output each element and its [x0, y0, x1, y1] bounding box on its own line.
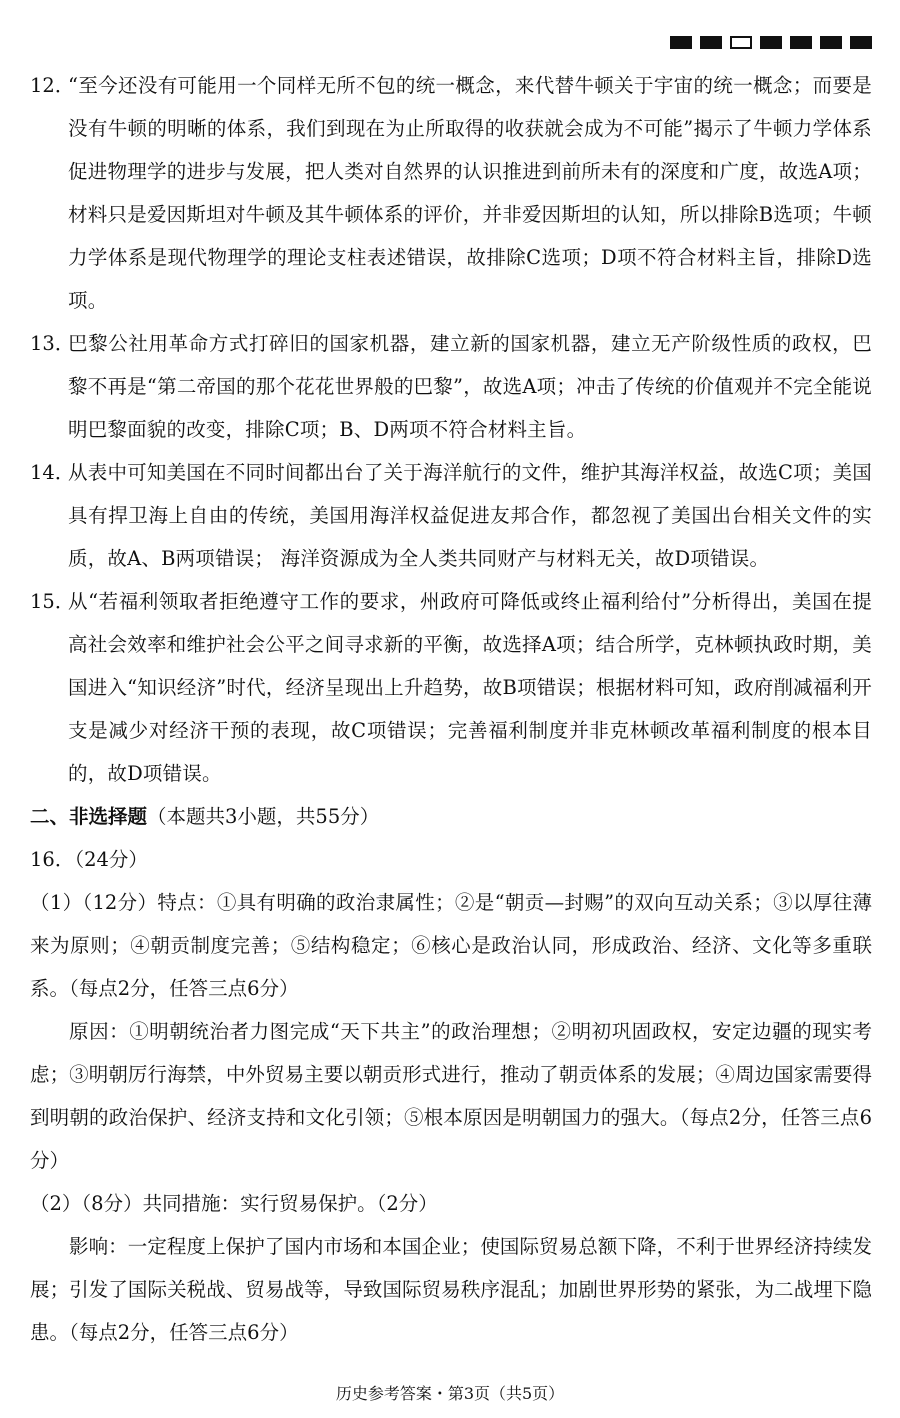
answer-text: 从表中可知美国在不同时间都出台了关于海洋航行的文件，维护其海洋权益，故选C项；美国具有捍卫海上自由的传统，美国用海洋权益促进友邦合作，都忽视了美国出台相关文件的实质，故A、B两项错误； 海洋资源成为全人类共同财产与材料无关，故D项错误。	[68, 461, 872, 570]
header-marks	[670, 36, 872, 49]
q16-heading: 16．（24分）	[30, 848, 148, 871]
section-note: （本题共3小题，共55分）	[147, 805, 380, 828]
answer-content	[30, 64, 872, 1354]
q16-part1-features: （1）（12分）特点：①具有明确的政治隶属性；②是“朝贡—封赐”的双向互动关系；③以厚往薄来为原则；④朝贡制度完善；⑤结构稳定；⑥核心是政治认同，形成政治、经济、文化等多重联系。（每点2分，任答三点6分）	[30, 891, 872, 1000]
page-footer: 历史参考答案・第3页（共5页）	[335, 1384, 565, 1403]
answer-14	[30, 451, 872, 580]
answer-number: 13．	[30, 332, 75, 355]
answer-text: 从“若福利领取者拒绝遵守工作的要求，州政府可降低或终止福利给付”分析得出，美国在提高社会效率和维护社会公平之间寻求新的平衡，故选择A项；结合所学，克林顿执政时期，美国进入“知识经济”时代，经济呈现出上升趋势，故B项错误；根据材料可知，政府削减福利开支是减少对经济干预的表现，故C项错误；完善福利制度并非克林顿改革福利制度的根本目的，故D项错误。	[68, 590, 872, 785]
q16-part2-impact: 影响：一定程度上保护了国内市场和本国企业；使国际贸易总额下降，不利于世界经济持续发展；引发了国际关税战、贸易战等，导致国际贸易秩序混乱；加剧世界形势的紧张，为二战埋下隐患。（每点2分，任答三点6分）	[30, 1235, 872, 1344]
header-mark	[670, 36, 692, 49]
header-mark	[790, 36, 812, 49]
answer-13	[30, 322, 872, 451]
header-mark	[700, 36, 722, 49]
header-mark	[850, 36, 872, 49]
answer-text: “至今还没有可能用一个同样无所不包的统一概念，来代替牛顿关于宇宙的统一概念；而要是没有牛顿的明晰的体系，我们到现在为止所取得的收获就会成为不可能”揭示了牛顿力学体系促进物理学的进步与发展，把人类对自然界的认识推进到前所未有的深度和广度，故选A项；材料只是爱因斯坦对牛顿及其牛顿体系的评价，并非爱因斯坦的认知，所以排除B选项；牛顿力学体系是现代物理学的理论支柱表述错误，故排除C选项；D项不符合材料主旨，排除D选项。	[68, 74, 872, 312]
answer-number: 14．	[30, 461, 75, 484]
section-heading	[30, 795, 872, 838]
header-mark	[760, 36, 782, 49]
q16-part2-measures: （2）（8分）共同措施：实行贸易保护。（2分）	[30, 1192, 438, 1215]
q16-part1-reasons: 原因：①明朝统治者力图完成“天下共主”的政治理想；②明初巩固政权，安定边疆的现实考虑；③明朝厉行海禁，中外贸易主要以朝贡形式进行，推动了朝贡体系的发展；④周边国家需要得到明朝的政治保护、经济支持和文化引领；⑤根本原因是明朝国力的强大。（每点2分，任答三点6分）	[30, 1020, 872, 1172]
answer-15	[30, 580, 872, 795]
answer-text: 巴黎公社用革命方式打碎旧的国家机器，建立新的国家机器，建立无产阶级性质的政权，巴黎不再是“第二帝国的那个花花世界般的巴黎”，故选A项；冲击了传统的价值观并不完全能说明巴黎面貌的改变，排除C项；B、D两项不符合材料主旨。	[68, 332, 872, 441]
answer-number: 12．	[30, 74, 75, 97]
section-title: 二、非选择题	[30, 805, 148, 828]
answer-number: 15．	[30, 590, 75, 613]
header-mark-hollow	[730, 36, 752, 49]
header-mark	[820, 36, 842, 49]
answer-12	[30, 64, 872, 322]
